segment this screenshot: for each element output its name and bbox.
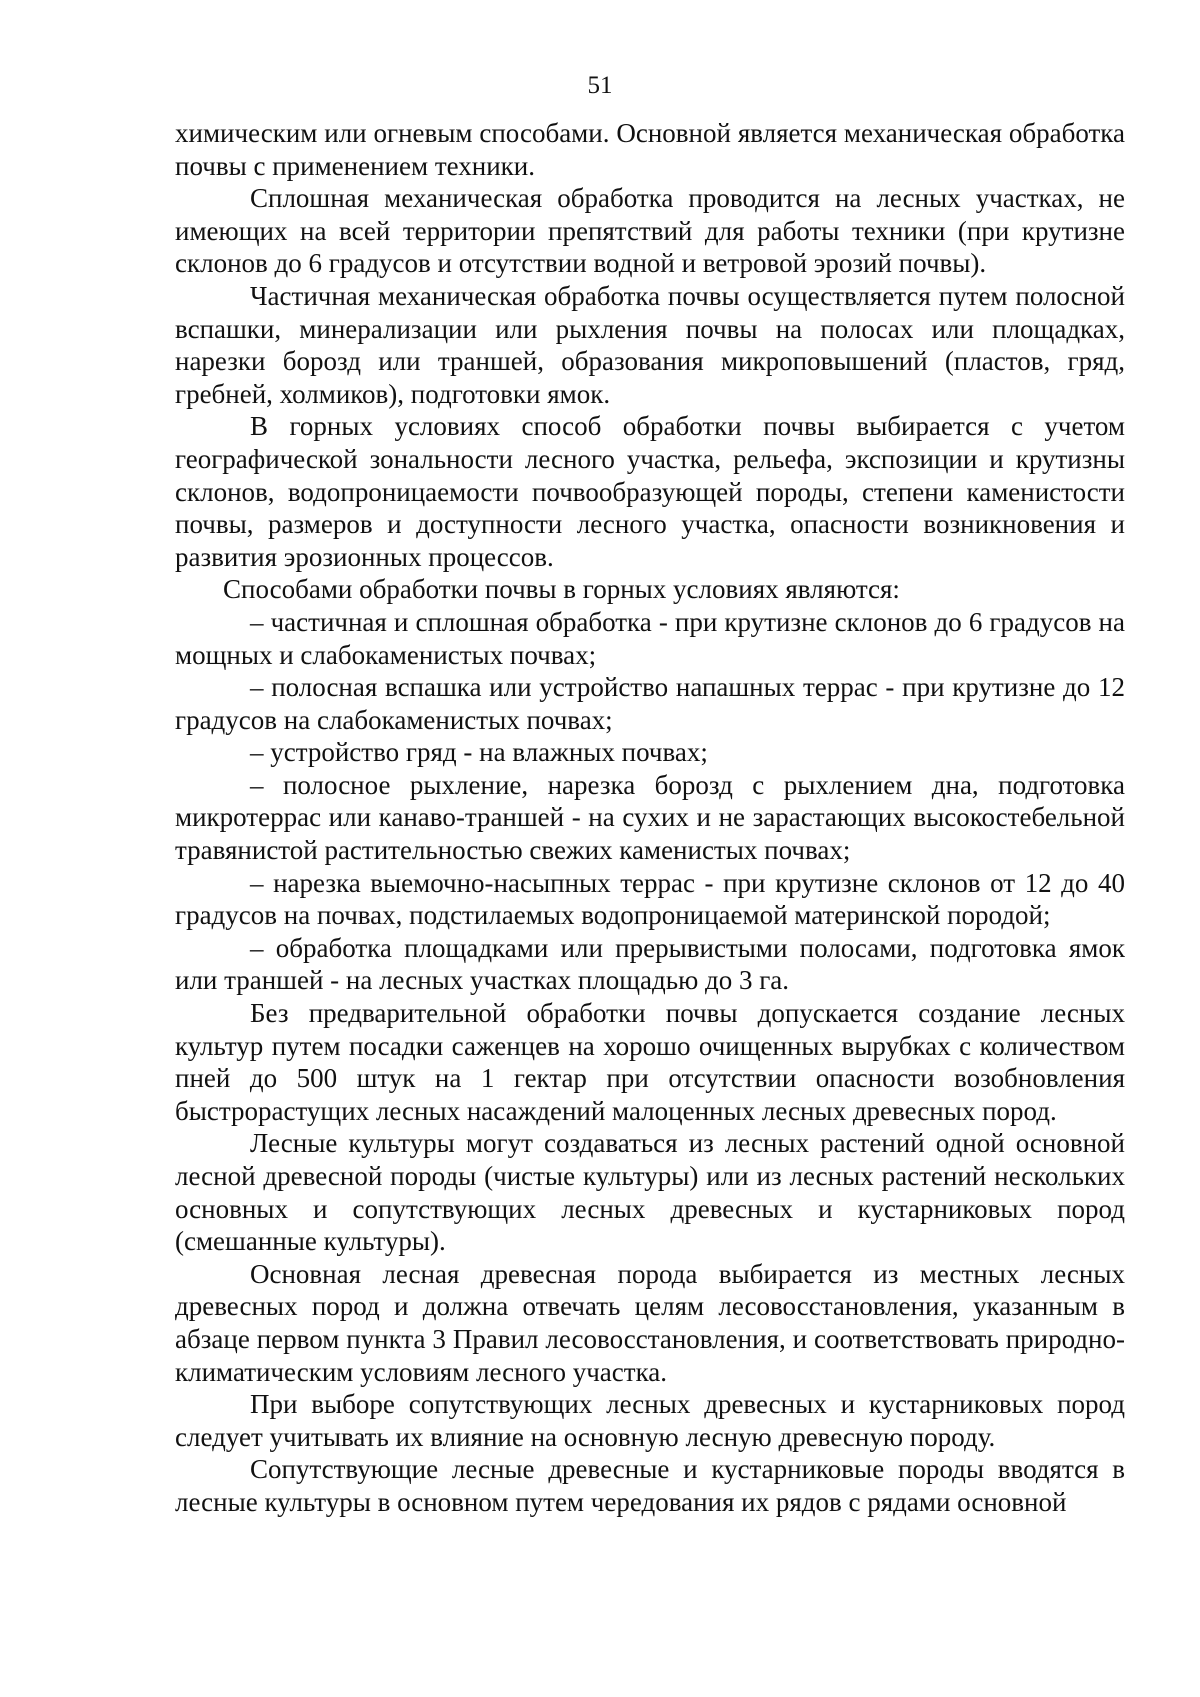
paragraph-continuous-treatment: Сплошная механическая обработка проводится на лесных участках, не имеющих на всей территории препятствий для работы техники (при крутизне склонов до 6 градусов и отсутствии водной и ветровой эрозий почвы). xyxy=(175,183,1125,279)
paragraph-forest-cultures: Лесные культуры могут создаваться из лесных растений одной основной лесной древесной породы (чистые культуры) или из лесных растений нескольких основных и сопутствующих лесных древесных и кустарниковых пород (смешанные культуры). xyxy=(175,1128,1125,1257)
paragraph-introduction-method: Сопутствующие лесные древесные и кустарниковые породы вводятся в лесные культуры в основном путем чередования их рядов с рядами основной xyxy=(175,1454,1125,1517)
paragraph-partial-treatment: Частичная механическая обработка почвы осуществляется путем полосной вспашки, минерализации или рыхления почвы на полосах или площадках, нарезки борозд или траншей, образования микроповышений (пластов, гряд, гребней, холмиков), подготовки ямок. xyxy=(175,280,1125,409)
page-number: 51 xyxy=(587,72,613,99)
paragraph-methods-intro: Способами обработки почвы в горных условиях являются: xyxy=(223,574,900,605)
list-item: – обработка площадками или прерывистыми полосами, подготовка ямок или траншей - на лесных участках площадью до 3 га. xyxy=(175,932,1125,996)
list-item: – полосное рыхление, нарезка борозд с рыхлением дна, подготовка микротеррас или канаво-траншей - на сухих и не зарастающих высокостебельной травянистой растительностью свежих каменистых почвах; xyxy=(175,769,1125,866)
document-body xyxy=(175,117,1125,1519)
list-item: – нарезка выемочно-насыпных террас - при крутизне склонов от 12 до 40 градусов на почвах, подстилаемых водопроницаемой материнской породой; xyxy=(175,867,1125,931)
paragraph-main-species: Основная лесная древесная порода выбирается из местных лесных древесных пород и должна отвечать целям лесовосстановления, указанным в абзаце первом пункта 3 Правил лесовосстановления, и соответствовать природно-климатическим условиям лесного участка. xyxy=(175,1258,1125,1387)
list-item: – частичная и сплошная обработка - при крутизне склонов до 6 градусов на мощных и слабокаменистых почвах; xyxy=(175,606,1125,670)
paragraph-continuation: химическим или огневым способами. Основной является механическая обработка почвы с применением техники. xyxy=(175,118,1125,181)
paragraph-mountain-conditions: В горных условиях способ обработки почвы выбирается с учетом географической зональности лесного участка, рельефа, экспозиции и крутизны склонов, водопроницаемости почвообразующей породы, степени каменистости почвы, размеров и доступности лесного участка, опасности возникновения и развития эрозионных процессов. xyxy=(175,411,1125,572)
list-item: – устройство гряд - на влажных почвах; xyxy=(250,737,708,768)
list-item: – полосная вспашка или устройство напашных террас - при крутизне до 12 градусов на слабокаменистых почвах; xyxy=(175,672,1125,735)
paragraph-accompanying-species: При выборе сопутствующих лесных древесных и кустарниковых пород следует учитывать их влияние на основную лесную древесную породу. xyxy=(175,1389,1125,1452)
paragraph-no-treatment: Без предварительной обработки почвы допускается создание лесных культур путем посадки саженцев на хорошо очищенных вырубках с количеством пней до 500 штук на 1 гектар при отсутствии опасности возобновления быстрорастущих лесных насаждений малоценных лесных древесных пород. xyxy=(175,998,1125,1126)
